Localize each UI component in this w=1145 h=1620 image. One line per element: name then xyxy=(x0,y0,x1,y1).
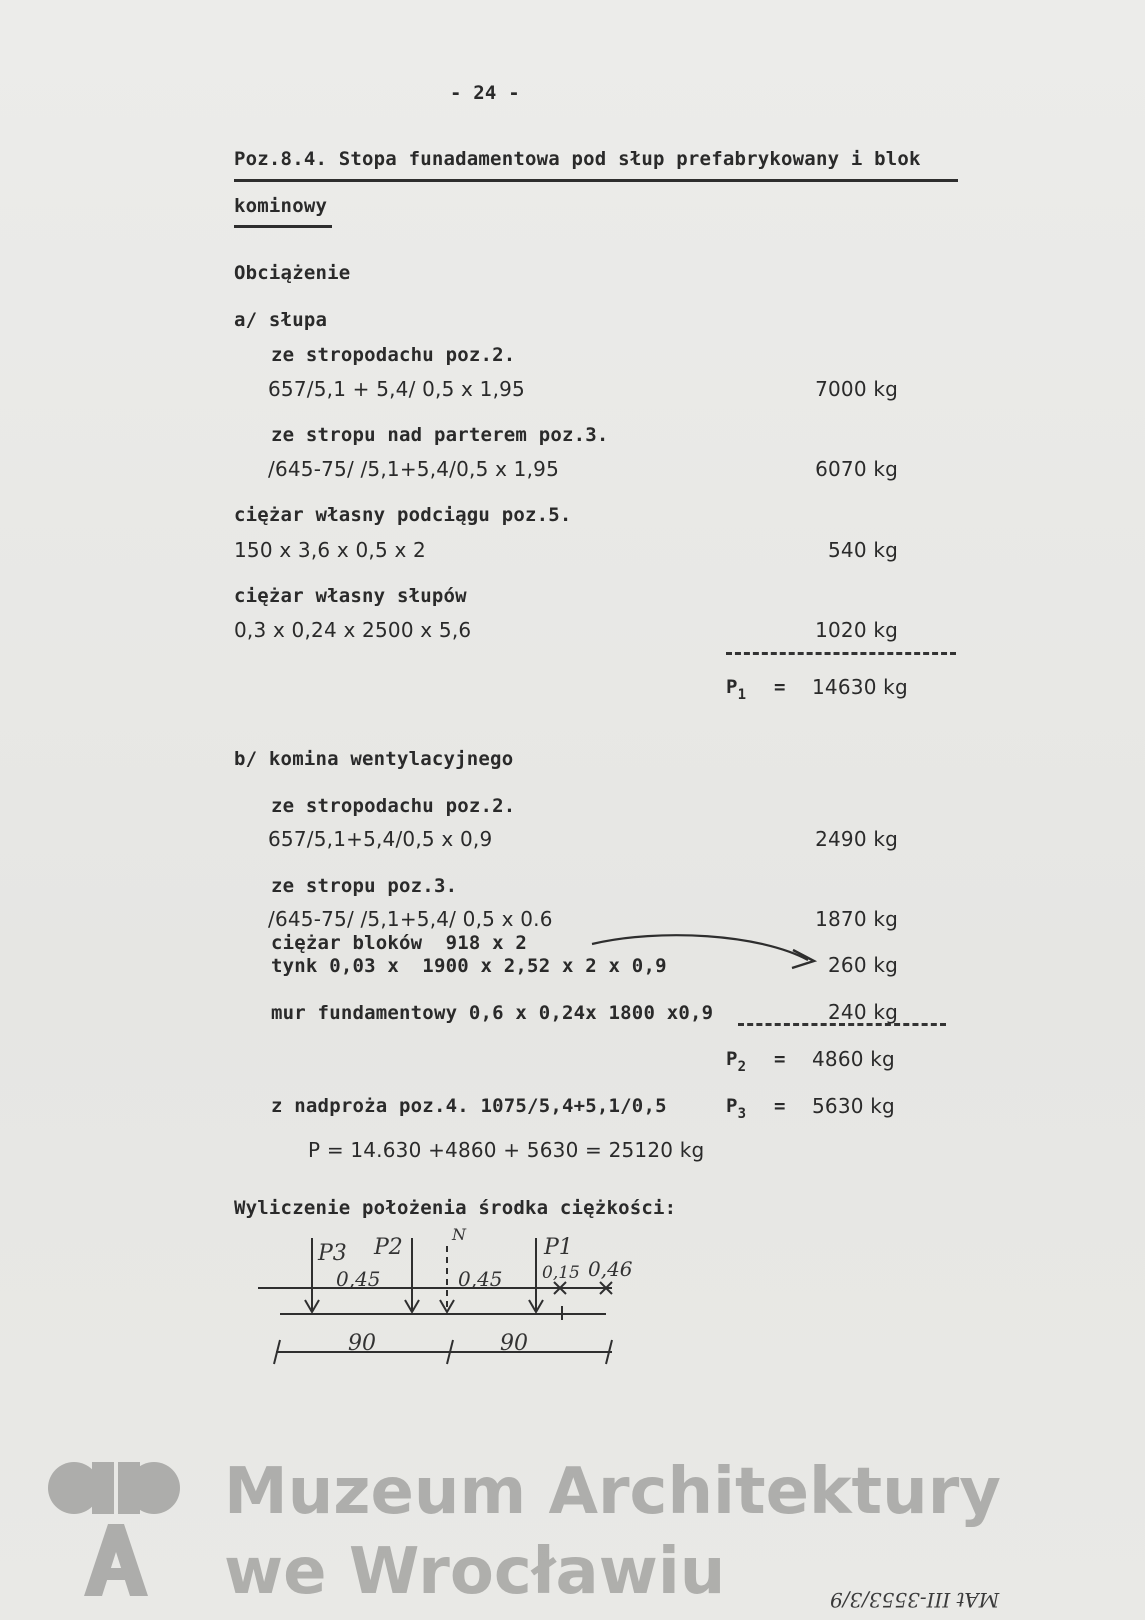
b-item-formula: /645-75/ /5,1+5,4/ 0,5 x 0.6 xyxy=(268,907,553,931)
a-item-label: ze stropu nad parterem poz.3. xyxy=(271,424,609,446)
p2-symbol: $P_2$ xyxy=(726,1048,747,1075)
title-underline-2 xyxy=(234,225,332,228)
page-number: - 24 - xyxy=(450,82,520,104)
p1-equals: = xyxy=(774,676,786,698)
heading-a-slupa: a/ słupa xyxy=(234,309,328,331)
b-tynk-value: 260 kg xyxy=(827,953,898,977)
a-item-formula: 150 x 3,6 x 0,5 x 2 xyxy=(234,538,426,562)
sketch-label-p3: P3 xyxy=(318,1241,347,1266)
section-title-line1: Poz.8.4. Stopa funadamentowa pod słup prefabrykowany i blok xyxy=(234,148,921,170)
sketch-label-p2: P2 xyxy=(374,1235,403,1260)
nadproze-line: z nadproża poz.4. 1075/5,4+5,1/0,5 xyxy=(271,1095,667,1117)
a-item-value: 6070 kg xyxy=(815,457,898,481)
a-item-formula: 657/5,1 + 5,4/ 0,5 x 1,95 xyxy=(268,377,525,401)
a-item-label: ciężar własny podciągu poz.5. xyxy=(234,504,572,526)
a-item-value: 7000 kg xyxy=(815,377,898,401)
sketch-dim-90a: 90 xyxy=(348,1331,376,1356)
watermark-line1: Muzeum Architektury xyxy=(224,1455,1001,1529)
sketch-dim-90b: 90 xyxy=(500,1331,528,1356)
sketch-label-p1: P1 xyxy=(544,1235,573,1260)
archive-signature: MAt III-3553/3/9 xyxy=(830,1588,1000,1612)
sum-divider-b xyxy=(738,1023,946,1026)
b-mur-value: 240 kg xyxy=(827,1000,898,1024)
heading-wyliczenie: Wyliczenie położenia środka ciężkości: xyxy=(234,1197,677,1219)
a-item-formula: 0,3 x 0,24 x 2500 x 5,6 xyxy=(234,618,472,642)
section-title-line2: kominowy xyxy=(234,195,328,217)
sketch-label-n: N xyxy=(452,1225,466,1244)
total-line: P = 14.630 +4860 + 5630 = 25120 kg xyxy=(308,1138,705,1162)
sketch-dim-045a: 0,45 xyxy=(336,1267,381,1291)
p3-value: 5630 kg xyxy=(812,1094,895,1118)
a-item-formula: /645-75/ /5,1+5,4/0,5 x 1,95 xyxy=(268,457,560,481)
title-underline-1 xyxy=(234,179,958,182)
sketch-dim-046: 0,46 xyxy=(588,1257,633,1281)
b-mur-line: mur fundamentowy 0,6 x 0,24x 1800 x0,9 xyxy=(271,1002,714,1024)
b-item-label: ze stropu poz.3. xyxy=(271,875,458,897)
museum-logo xyxy=(36,1456,196,1606)
b-item-value: 1870 kg xyxy=(815,907,898,931)
heading-obciazenie: Obciążenie xyxy=(234,262,351,284)
a-item-label: ze stropodachu poz.2. xyxy=(271,344,516,366)
p1-value: 14630 kg xyxy=(812,675,908,699)
p2-equals: = xyxy=(774,1048,786,1070)
sum-divider-a xyxy=(726,652,956,655)
sketch-dim-045b: 0,45 xyxy=(458,1267,503,1291)
b-item-label: ze stropodachu poz.2. xyxy=(271,795,516,817)
b-tynk-line: tynk 0,03 x 1900 x 2,52 x 2 x 0,9 xyxy=(271,955,667,977)
a-item-value: 1020 kg xyxy=(815,618,898,642)
heading-b-komina: b/ komina wentylacyjnego xyxy=(234,748,514,770)
p2-value: 4860 kg xyxy=(812,1047,895,1071)
a-item-value: 540 kg xyxy=(827,538,898,562)
a-item-label: ciężar własny słupów xyxy=(234,585,467,607)
p3-symbol: $P_3$ xyxy=(726,1095,747,1122)
sketch-dim-015: 0,15 xyxy=(542,1263,580,1283)
b-item-formula: 657/5,1+5,4/0,5 x 0,9 xyxy=(268,827,493,851)
watermark-line2: we Wrocławiu xyxy=(224,1535,726,1609)
b-bloki-line: ciężar bloków 918 x 2 xyxy=(271,932,528,954)
p1-symbol: $P_1$ xyxy=(726,676,747,703)
b-item-value: 2490 kg xyxy=(815,827,898,851)
p3-equals: = xyxy=(774,1095,786,1117)
